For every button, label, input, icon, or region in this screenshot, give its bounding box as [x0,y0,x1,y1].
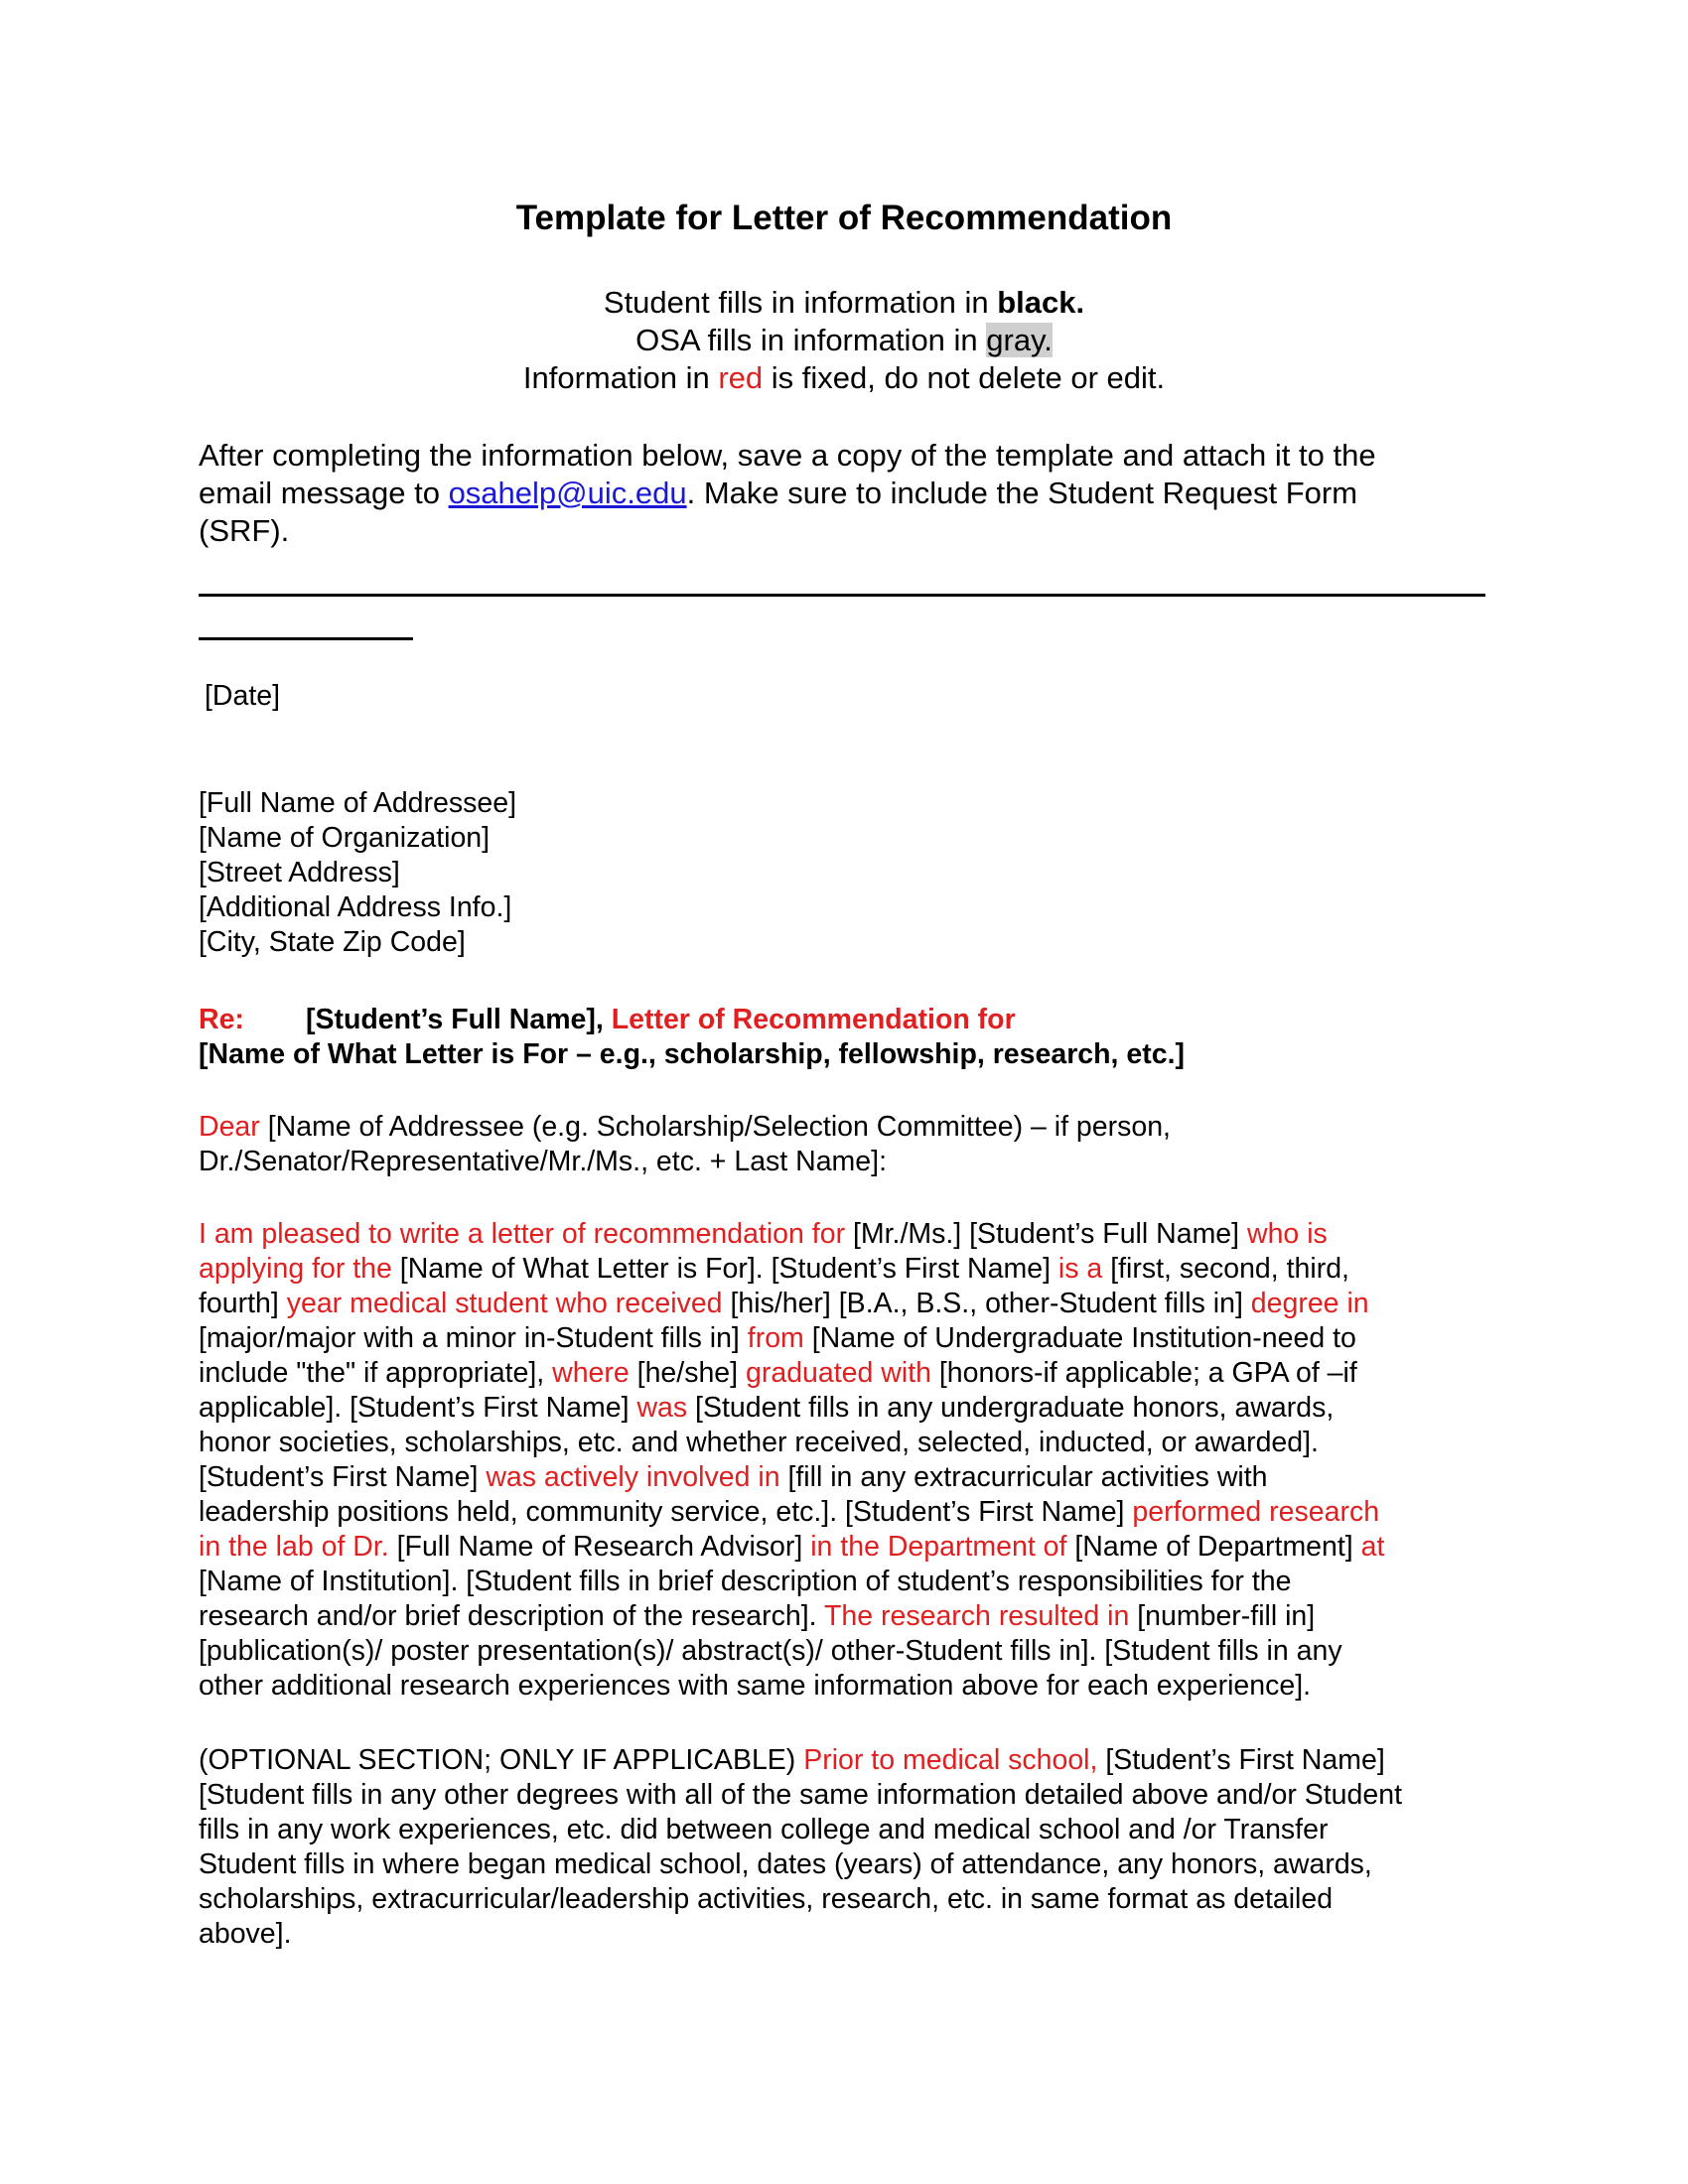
salutation-dear: Dear [199,1111,260,1143]
paragraph-line [199,1495,1509,1530]
fill-in-text: fourth] [199,1288,287,1319]
fill-in-text: [Name of Institution]. [Student fills in brief description of student’s responsibilities for the [199,1566,1292,1597]
document-title: Template for Letter of Recommendation [515,199,1173,237]
fill-in-text: honor societies, scholarships, etc. and whether received, selected, inducted, or awarded]. [199,1427,1319,1458]
instructions-line-2 [199,475,1489,512]
fixed-text: The research resulted in [823,1600,1130,1632]
instructions-line-3: (SRF). [199,513,290,548]
email-link[interactable]: osahelp@uic.edu [448,476,687,510]
fixed-text: in the Department of [810,1531,1067,1563]
fill-in-text: [number-fill in] [1129,1600,1316,1632]
paragraph-line [199,1599,1509,1634]
legend-red-word: red [718,360,764,395]
fixed-text: at [1360,1531,1385,1563]
fill-in-text: [Name of Department] [1066,1531,1361,1563]
legend-red-post: is fixed, do not delete or edit. [763,360,1166,395]
address-line: [Full Name of Addressee] [199,787,516,819]
fill-in-text: [fill in any extracurricular activities with [779,1461,1268,1493]
paragraph-line [199,1287,1509,1321]
paragraph-1 [199,1217,1509,1704]
paragraph-line [199,1321,1509,1356]
legend-red-pre: Information in [522,360,719,395]
fill-in-text: fills in any work experiences, etc. did between college and medical school and /or Transfer [199,1814,1329,1845]
fill-in-text: [major/major with a minor in-Student fills in] [199,1322,748,1354]
re-label: Re: [199,1004,244,1035]
fill-in-text: [Student’s First Name] [1097,1744,1385,1776]
fixed-text: who is [1247,1218,1328,1250]
fixed-text: applying for the [199,1253,392,1285]
divider-line [199,594,1485,597]
legend-red-row [0,359,1688,397]
salutation-text-1: [Name of Addressee (e.g. Scholarship/Selection Committee) – if person, [259,1111,1171,1143]
fill-in-text: scholarships, extracurricular/leadership activities, research, etc. in same format as detailed [199,1883,1334,1915]
fill-in-text: (OPTIONAL SECTION; ONLY IF APPLICABLE) [199,1744,804,1776]
fill-in-text: include "the" if appropriate], [199,1357,553,1389]
fixed-text: I am pleased to write a letter of recommendation for [199,1218,846,1250]
fill-in-text: [he/she] [629,1357,746,1389]
instructions-line-2-pre: email message to [199,476,449,510]
address-line: [Additional Address Info.] [199,891,512,923]
paragraph-line [199,1356,1509,1391]
paragraph-line [199,1565,1509,1599]
divider-line-short [199,637,413,640]
fill-in-text: research and/or brief description of the research]. [199,1600,824,1632]
address-block [199,786,1509,960]
paragraph-line [199,1426,1509,1460]
re-student: [Student’s Full Name], [306,1004,612,1035]
paragraph-line [199,1778,1509,1813]
date-field: [Date] [205,680,281,712]
fixed-text: was actively involved in [486,1461,780,1493]
address-line: [City, State Zip Code] [199,926,466,958]
paragraph-line [199,1669,1509,1704]
salutation-line-1 [199,1110,1509,1145]
fixed-text: was [636,1392,688,1424]
instructions-line-2-post: . Make sure to include the Student Request Form [686,476,1358,510]
fixed-text: is a [1057,1253,1103,1285]
fill-in-text: [publication(s)/ poster presentation(s)/ abstract(s)/ other-Student fills in]. [Student fills in any [199,1635,1342,1667]
fixed-text: degree in [1250,1288,1369,1319]
fill-in-text: [Mr./Ms.] [Student’s Full Name] [845,1218,1247,1250]
instructions [199,437,1489,550]
re-line-2: [Name of What Letter is For – e.g., scholarship, fellowship, research, etc.] [199,1038,1185,1070]
fixed-text: year medical student who received [286,1288,723,1319]
fixed-text: from [747,1322,804,1354]
fixed-text: in the lab of Dr. [199,1531,389,1563]
paragraph-line [199,1882,1509,1917]
fill-in-text: [his/her] [B.A., B.S., other-Student fills in] [722,1288,1251,1319]
fixed-text: Prior to medical school, [803,1744,1098,1776]
fill-in-text: [Student’s First Name] [199,1461,487,1493]
fill-in-text: [Name of Undergraduate Institution-need to [803,1322,1356,1354]
salutation-line-2: Dr./Senator/Representative/Mr./Ms., etc. + Last Name]: [199,1146,887,1177]
fill-in-text: [Student fills in any undergraduate honors, awards, [687,1392,1335,1424]
legend-black-word: black. [997,285,1085,320]
paragraph-line [199,1847,1509,1882]
re-line [199,1003,1509,1072]
instructions-line-1: After completing the information below, save a copy of the template and attach it to the [199,438,1376,473]
legend-gray-word: gray. [986,323,1053,357]
paragraph-line [199,1634,1509,1669]
paragraph-line [199,1743,1509,1778]
legend-gray-row [0,322,1688,359]
paragraph-line [199,1460,1509,1495]
fill-in-text: other additional research experiences with same information above for each experience]. [199,1670,1312,1702]
legend-gray-text: OSA fills in information in [635,323,987,357]
fixed-text: performed research [1132,1496,1380,1528]
re-red-text: Letter of Recommendation for [611,1004,1016,1035]
fill-in-text: [Full Name of Research Advisor] [388,1531,811,1563]
fill-in-text: above]. [199,1918,292,1950]
legend-black-text: Student fills in information in [603,285,998,320]
paragraph-2 [199,1743,1509,1952]
paragraph-line [199,1252,1509,1287]
salutation [199,1110,1509,1179]
paragraph-line [199,1813,1509,1847]
fixed-text: graduated with [746,1357,931,1389]
address-line: [Street Address] [199,857,400,888]
fill-in-text: [Name of What Letter is For]. [Student’s First Name] [391,1253,1058,1285]
fill-in-text: Student fills in where began medical school, dates (years) of attendance, any honors, awards, [199,1848,1372,1880]
fill-in-text: [honors-if applicable; a GPA of –if [930,1357,1357,1389]
fill-in-text: [Student fills in any other degrees with all of the same information detailed above and/or Student [199,1779,1402,1811]
re-line-1 [199,1003,1509,1037]
paragraph-line [199,1530,1509,1565]
fill-in-text: [first, second, third, [1102,1253,1349,1285]
paragraph-line [199,1391,1509,1426]
address-line: [Name of Organization] [199,822,491,854]
fixed-text: where [552,1357,630,1389]
paragraph-line [199,1917,1509,1952]
color-legend [0,284,1688,397]
legend-black-row [0,284,1688,322]
paragraph-line [199,1217,1509,1252]
fill-in-text: applicable]. [Student’s First Name] [199,1392,637,1424]
fill-in-text: leadership positions held, community service, etc.]. [Student’s First Name] [199,1496,1133,1528]
